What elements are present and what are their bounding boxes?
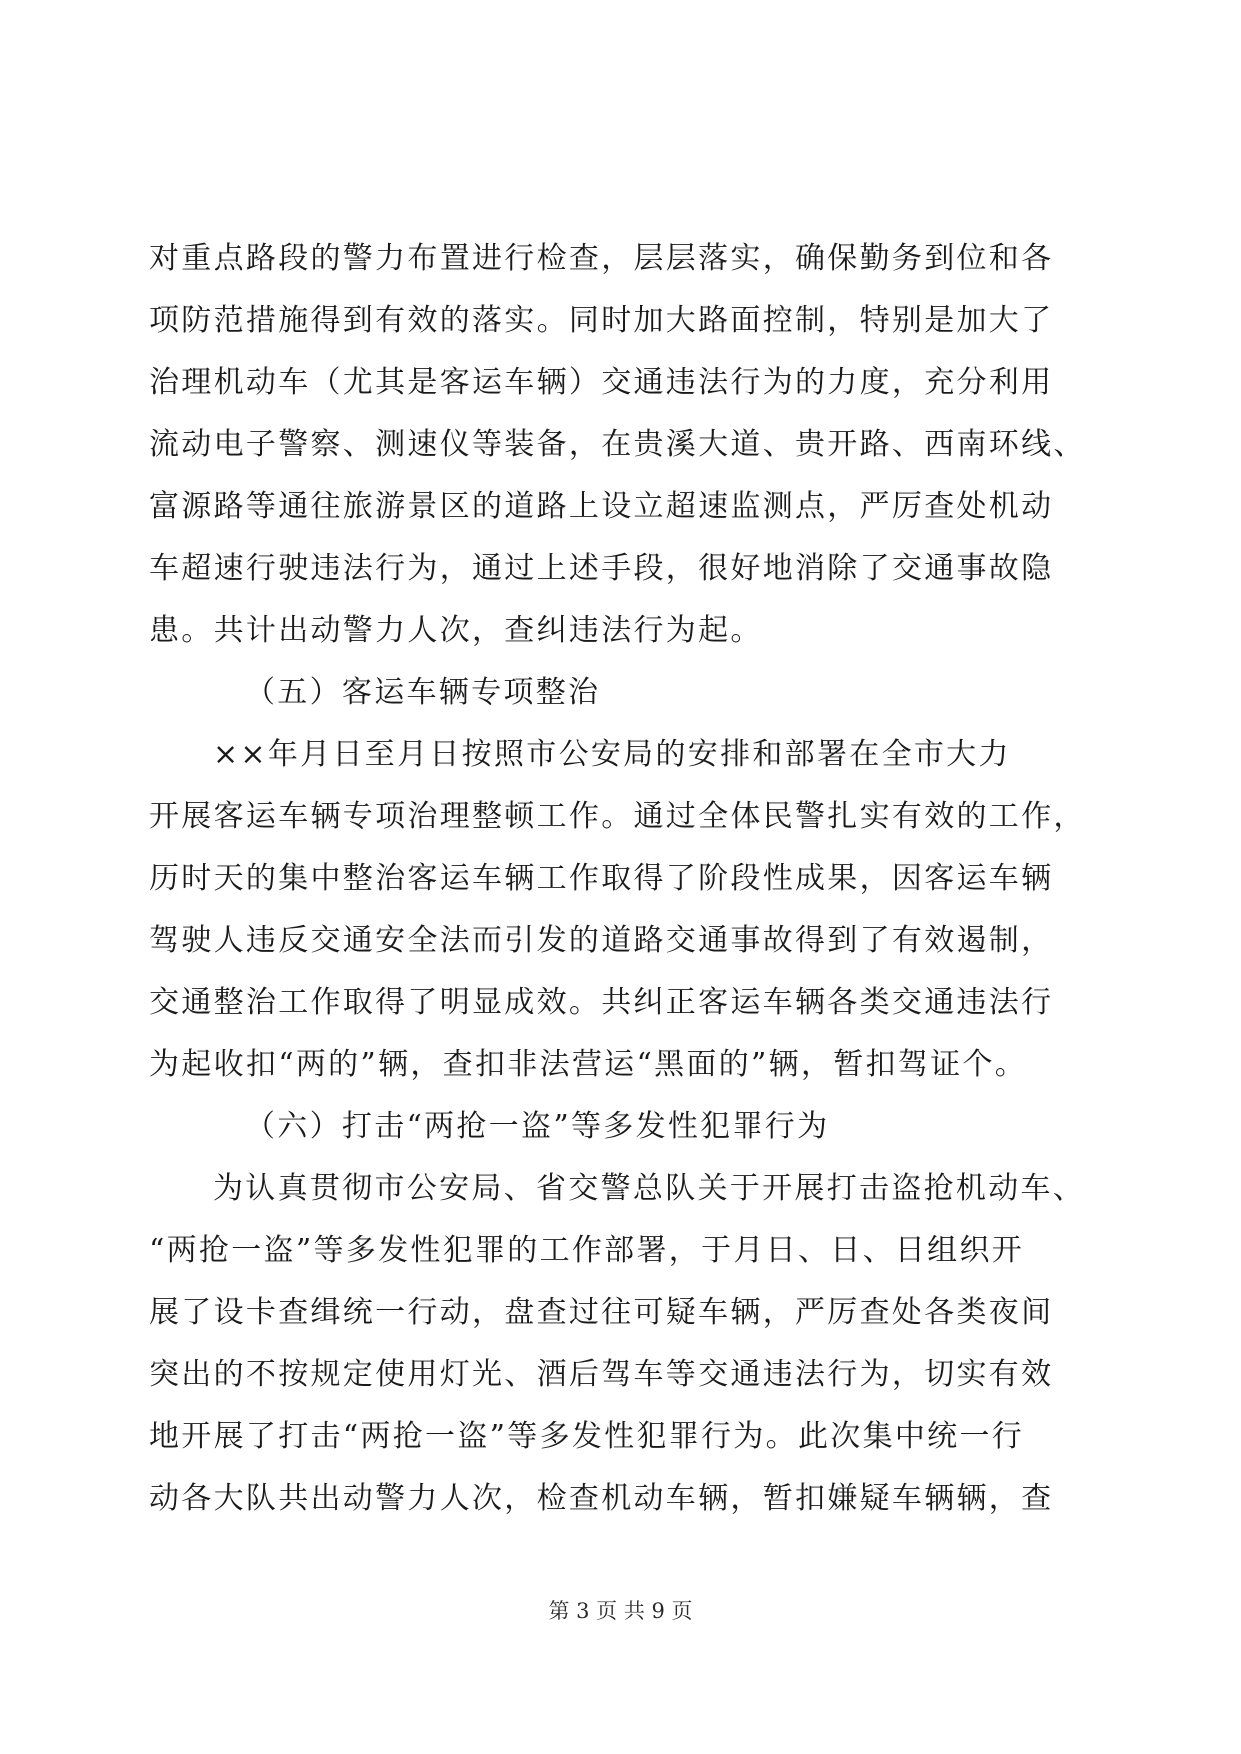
text-line: 富源路等通往旅游景区的道路上设立超速监测点，严厉查处机动	[149, 489, 1054, 524]
paragraph-section-6	[149, 1158, 1089, 1530]
text-line: 动各大队共出动警力人次，检查机动车辆，暂扣嫌疑车辆辆，查	[149, 1481, 1054, 1516]
text-line: 展了设卡查缉统一行动，盘查过往可疑车辆，严厉查处各类夜间	[149, 1295, 1054, 1330]
text-line: 开展客运车辆专项治理整顿工作。通过全体民警扎实有效的工作，	[149, 799, 1086, 834]
section-heading-6	[149, 1096, 1089, 1158]
text-line: 项防范措施得到有效的落实。同时加大路面控制，特别是加大了	[149, 303, 1054, 338]
page-number-footer: 第 3 页 共 9 页	[548, 1599, 693, 1623]
text-line: 历时天的集中整治客运车辆工作取得了阶段性成果，因客运车辆	[149, 861, 1054, 896]
text-line: 对重点路段的警力布置进行检查，层层落实，确保勤务到位和各	[149, 241, 1054, 276]
text-line: ××年月日至月日按照市公安局的安排和部署在全市大力	[213, 737, 1011, 772]
text-line: 突出的不按规定使用灯光、酒后驾车等交通违法行为，切实有效	[149, 1357, 1054, 1392]
paragraph-continuation	[149, 228, 1089, 662]
text-line: 为认真贯彻市公安局、省交警总队关于开展打击盗抢机动车、	[213, 1171, 1086, 1206]
section-heading-text: （五）客运车辆专项整治	[245, 675, 601, 710]
section-heading-text: （六）打击“两抢一盗”等多发性犯罪行为	[245, 1109, 830, 1144]
text-line: 地开展了打击“两抢一盗”等多发性犯罪行为。此次集中统一行	[149, 1419, 1025, 1454]
text-line: 车超速行驶违法行为，通过上述手段，很好地消除了交通事故隐	[149, 551, 1054, 586]
paragraph-section-5	[149, 724, 1089, 1096]
text-line: 交通整治工作取得了明显成效。共纠正客运车辆各类交通违法行	[149, 985, 1054, 1020]
text-line: 驾驶人违反交通安全法而引发的道路交通事故得到了有效遏制，	[149, 923, 1054, 958]
text-line: 为起收扣“两的”辆，查扣非法营运“黑面的”辆，暂扣驾证个。	[149, 1047, 1028, 1082]
text-line: “两抢一盗”等多发性犯罪的工作部署，于月日、日、日组织开	[149, 1233, 1025, 1268]
text-line: 患。共计出动警力人次，查纠违法行为起。	[149, 613, 763, 648]
text-line: 治理机动车（尤其是客运车辆）交通违法行为的力度，充分利用	[149, 365, 1054, 400]
section-heading-5	[149, 662, 1089, 724]
document-body	[149, 228, 1089, 1530]
text-line: 流动电子警察、测速仪等装备，在贵溪大道、贵开路、西南环线、	[149, 427, 1086, 462]
